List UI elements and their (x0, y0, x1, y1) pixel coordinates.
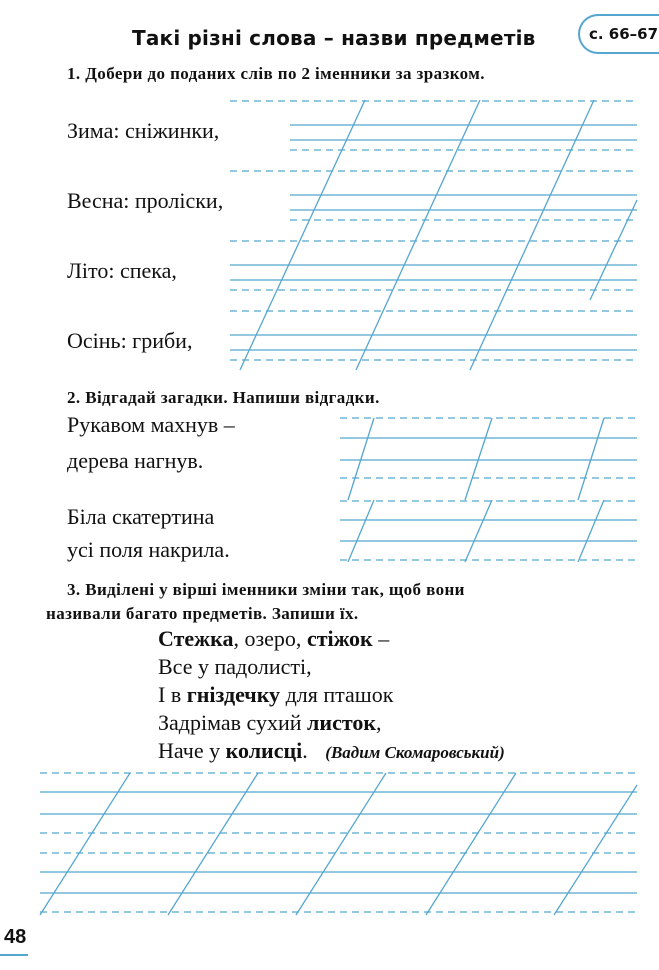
slant-guide (590, 200, 637, 300)
riddle2-line2: усі поля накрила. (67, 537, 230, 562)
poem-author: (Вадим Скомаровський) (325, 743, 505, 762)
highlighted-noun: стіжок (306, 626, 373, 651)
poem-text: Наче у (158, 738, 226, 763)
slant-guide (554, 785, 637, 915)
page-title: Такі різні слова – назви предметів (132, 26, 536, 50)
slant-guide (348, 418, 374, 500)
poem-text: для пташок (280, 682, 394, 707)
page-number: 48 (4, 926, 27, 948)
slant-guide (348, 500, 374, 562)
highlighted-noun: колисці (225, 738, 303, 763)
highlighted-noun: Стежка (158, 626, 234, 651)
poem-text: , (376, 710, 382, 735)
slant-guide (578, 500, 604, 562)
slant-guide (578, 418, 604, 500)
slant-guide (168, 773, 258, 915)
task1-item-autumn: Осінь: гриби, (67, 328, 193, 353)
task1-instruction: 1. Добери до поданих слів по 2 іменники за зразком. (67, 64, 485, 83)
task1-item-winter: Зима: сніжинки, (67, 118, 220, 143)
poem-text: . (302, 738, 308, 763)
slant-guide (465, 418, 492, 500)
task1-item-summer: Літо: спека, (67, 258, 177, 283)
highlighted-noun: гніздечку (186, 682, 281, 707)
poem-text: , озеро, (233, 626, 307, 651)
page-number-underline (0, 954, 28, 956)
riddle1-line1: Рукавом махнув – (67, 412, 235, 437)
highlighted-noun: листок (307, 710, 377, 735)
task2-instruction: 2. Відгадай загадки. Напиши відгадки. (67, 388, 380, 407)
task1-item-spring: Весна: проліски, (67, 188, 224, 213)
slant-guide (40, 773, 130, 915)
pages-badge: с. 66–67 (578, 14, 659, 54)
slant-guide (426, 773, 516, 915)
poem-text: Задрімав сухий (158, 710, 308, 735)
task3-instruction-line2: називали багато предметів. Запиши їх. (46, 604, 359, 623)
slant-guide (465, 500, 492, 562)
poem-text: І в (158, 682, 187, 707)
riddle2-line1: Біла скатертина (67, 504, 215, 529)
riddle1-line2: дерева нагнув. (67, 448, 204, 473)
poem-line-2: Все у падолисті, (158, 654, 312, 679)
task3-instruction-line1: 3. Виділені у вірші іменники зміни так, щоб вони (67, 580, 465, 599)
slant-guide (296, 773, 386, 915)
poem-text: – (372, 626, 390, 651)
